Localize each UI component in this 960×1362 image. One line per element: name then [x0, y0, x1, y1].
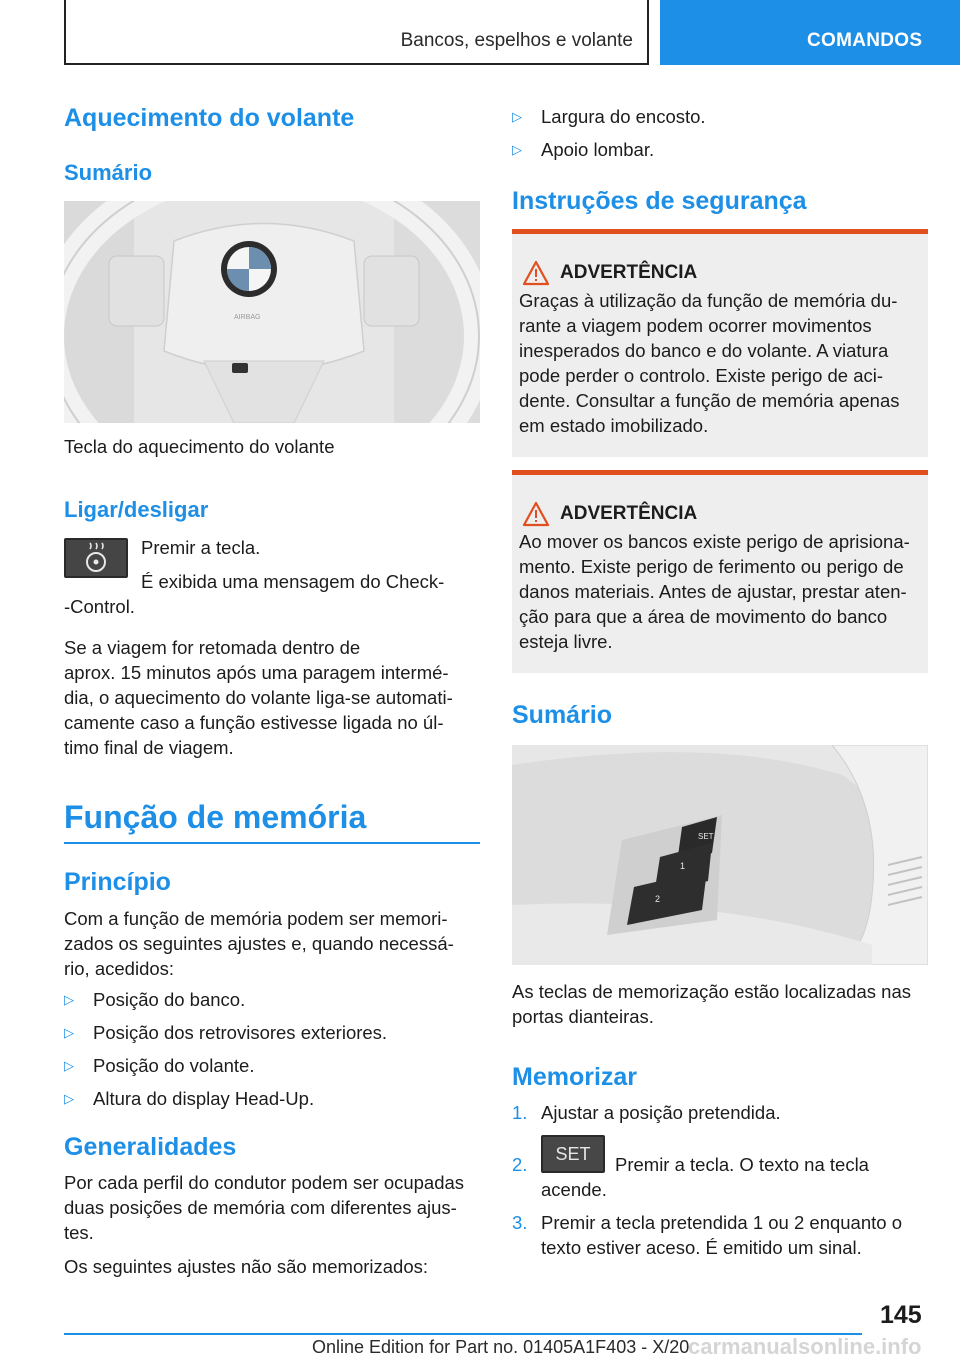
- triangle-bullet-icon: ▷: [64, 1091, 74, 1106]
- list-item: [64, 1053, 480, 1086]
- principle-line: zados os seguintes ajustes e, quando necessá-: [64, 933, 454, 954]
- warning-title: ADVERTÊNCIA: [560, 262, 698, 283]
- set-key: [541, 1135, 605, 1173]
- warning-box-1: [512, 229, 928, 457]
- list-item-text: Apoio lombar.: [541, 139, 655, 160]
- step-number: 2.: [512, 1154, 528, 1175]
- header-section-label: COMANDOS: [807, 30, 923, 51]
- warning-title: ADVERTÊNCIA: [560, 503, 698, 524]
- general-line: Por cada perfil do condutor podem ser ocupadas: [64, 1172, 465, 1193]
- heading-summary-right: Sumário: [512, 701, 613, 729]
- heated-steering-wheel-key: [64, 538, 128, 578]
- general-line: duas posições de memória com diferentes ajus-: [64, 1197, 457, 1218]
- heading-on-off: Ligar/desligar: [64, 497, 209, 522]
- warning-line: Graças à utilização da função de memória du-: [519, 290, 898, 311]
- principle-paragraph: [64, 906, 480, 981]
- key-two-label: 2: [655, 894, 661, 904]
- step-text: Ajustar a posição pretendida.: [541, 1102, 781, 1123]
- triangle-bullet-icon: ▷: [64, 1058, 74, 1073]
- heading-heated-steering-wheel: Aquecimento do volante: [64, 104, 355, 132]
- general-paragraph: [64, 1170, 480, 1245]
- set-key-text: SET: [555, 1144, 591, 1164]
- steering-wheel-photo: [64, 201, 480, 423]
- resume-line: dia, o aquecimento do volante liga-se automati-: [64, 687, 453, 708]
- warning-line: danos materiais. Antes de ajustar, prestar aten-: [519, 581, 907, 602]
- svg-text:AIRBAG: AIRBAG: [234, 314, 261, 321]
- set-key-label: SET: [698, 832, 714, 841]
- list-item: [64, 987, 480, 1020]
- list-item: [512, 137, 928, 170]
- warning-body: [519, 529, 923, 654]
- caption-line: As teclas de memorização estão localizadas nas: [512, 981, 911, 1002]
- list-item-text: Posição do banco.: [93, 989, 246, 1010]
- step-text: texto estiver aceso. É emitido um sinal.: [541, 1237, 862, 1258]
- step-number: 1.: [512, 1102, 528, 1123]
- warning-line: dente. Consultar a função de memória apenas: [519, 390, 900, 411]
- resume-line: Se a viagem for retomada dentro de: [64, 637, 361, 658]
- warning-line: pode perder o controlo. Existe perigo de aci-: [519, 365, 884, 386]
- warning-box-2: [512, 470, 928, 673]
- warning-triangle-icon: [522, 260, 550, 286]
- not-saved-text: Os seguintes ajustes não são memorizados:: [64, 1256, 429, 1277]
- memory-items-list: [64, 987, 480, 1119]
- key-one-label: 1: [680, 861, 686, 871]
- triangle-bullet-icon: ▷: [512, 109, 522, 124]
- resume-line: camente caso a função estivesse ligada no úl-: [64, 712, 444, 733]
- edition-text: Online Edition for Part no. 01405A1F403 - X/20: [312, 1337, 690, 1357]
- door-image-caption: [512, 979, 928, 1029]
- warning-line: em estado imobilizado.: [519, 415, 709, 436]
- resume-line: aprox. 15 minutos após uma paragem intermé-: [64, 662, 449, 683]
- warning-triangle-icon: [522, 501, 550, 527]
- list-item: [64, 1086, 480, 1119]
- list-item-text: Posição do volante.: [93, 1055, 255, 1076]
- warning-line: mento. Existe perigo de ferimento ou perigo de: [519, 556, 904, 577]
- check-control-msg-line2: -Control.: [64, 596, 135, 617]
- heading-general: Generalidades: [64, 1133, 237, 1161]
- heading-principle: Princípio: [64, 868, 171, 896]
- warning-line: esteja livre.: [519, 631, 613, 652]
- heading-summary: Sumário: [64, 160, 153, 185]
- header-section-tab: [660, 0, 960, 65]
- press-key-text: Premir a tecla.: [141, 537, 261, 558]
- list-item-text: Altura do display Head-Up.: [93, 1088, 315, 1109]
- list-item: [512, 104, 928, 137]
- heated-steering-wheel-icon: [66, 540, 126, 576]
- warning-line: ção para que a área de movimento do banco: [519, 606, 888, 627]
- not-saved-items-list: [512, 104, 928, 170]
- watermark: carmanualsonline.info: [688, 1334, 922, 1359]
- general-line: tes.: [64, 1222, 94, 1243]
- principle-line: Com a função de memória podem ser memori-: [64, 908, 448, 929]
- warning-line: inesperados do banco e do volante. A viatura: [519, 340, 889, 361]
- warning-line: Ao mover os bancos existe perigo de aprisiona-: [519, 531, 910, 552]
- resume-line: timo final de viagem.: [64, 737, 234, 758]
- step-number: 3.: [512, 1212, 528, 1233]
- check-control-msg-line1: É exibida uma mensagem do Check-: [141, 571, 445, 592]
- steering-image-caption: Tecla do aquecimento do volante: [64, 436, 335, 457]
- list-item-text: Posição dos retrovisores exteriores.: [93, 1022, 388, 1043]
- heading-memory-function: Função de memória: [64, 799, 367, 835]
- door-memory-buttons-photo: [512, 745, 928, 965]
- step-text: Premir a tecla pretendida 1 ou 2 enquanto o: [541, 1212, 902, 1233]
- list-item: [64, 1020, 480, 1053]
- triangle-bullet-icon: ▷: [512, 142, 522, 157]
- resume-paragraph: [64, 635, 480, 760]
- triangle-bullet-icon: ▷: [64, 992, 74, 1007]
- step-text: acende.: [541, 1179, 607, 1200]
- list-item-text: Largura do encosto.: [541, 106, 706, 127]
- triangle-bullet-icon: ▷: [64, 1025, 74, 1040]
- heading-safety: Instruções de segurança: [512, 187, 807, 215]
- warning-body: [519, 288, 923, 438]
- header-left-box: [64, 0, 649, 65]
- step-text: Premir a tecla. O texto na tecla: [615, 1154, 869, 1175]
- warning-line: rante a viagem podem ocorrer movimentos: [519, 315, 872, 336]
- heading-underline: [64, 842, 480, 844]
- header-title: Bancos, espelhos e volante: [400, 30, 633, 51]
- heading-store: Memorizar: [512, 1063, 638, 1091]
- principle-line: rio, acedidos:: [64, 958, 175, 979]
- caption-line: portas dianteiras.: [512, 1006, 654, 1027]
- page-number: 145: [880, 1301, 922, 1329]
